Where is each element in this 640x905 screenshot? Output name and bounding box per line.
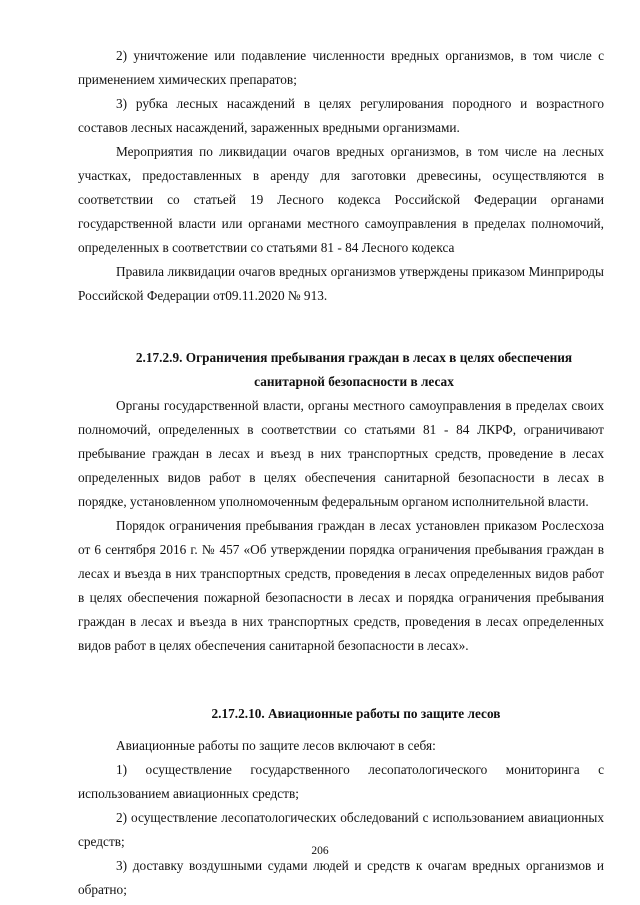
document-page [78, 44, 604, 902]
page-number: 206 [311, 845, 329, 857]
section-heading-restrictions: 2.17.2.9. Ограничения пребывания граждан в лесах в целях обеспечения санитарной безопасности в лесах [135, 350, 573, 389]
paragraph-aviation-intro: Авиационные работы по защите лесов включают в себя: [116, 738, 436, 753]
section-heading-aviation-works: 2.17.2.10. Авиационные работы по защите лесов [211, 706, 501, 721]
paragraph-elimination-rules: Правила ликвидации очагов вредных организмов утверждены приказом Минприроды Российской Федерации от09.11.2020 № 913. [78, 264, 604, 303]
paragraph-destruction-of-pests: 2) уничтожение или подавление численности вредных организмов, в том числе с применением химических препаратов; [78, 48, 604, 87]
paragraph-restriction-procedure: Порядок ограничения пребывания граждан в лесах установлен приказом Рослесхоза от 6 сентября 2016 г. № 457 «Об утверждении порядка ограничения пребывания граждан в лесах и въезда в них транспортных средств, проведения в лесах определенных видов работ в целях обеспечения пожарной безопасности в лесах и порядка ограничения пребывания граждан в лесах и въезда в них транспортных средств, проведения в лесах определенных видов работ в целях обеспечения санитарной безопасности в лесах». [78, 518, 604, 653]
paragraph-authorities-restrict: Органы государственной власти, органы местного самоуправления в пределах своих полномочий, определенных в соответствии со статьями 81 - 84 ЛКРФ, ограничивают пребывание граждан в лесах и въезд в них транспортных средств, проведение в лесах определенных видов работ в целях обеспечения санитарной безопасности в лесах в порядке, установленном уполномоченным федеральным органом исполнительной власти. [78, 398, 604, 509]
paragraph-felling: 3) рубка лесных насаждений в целях регулирования породного и возрастного составов лесных насаждений, зараженных вредными организмами. [78, 96, 604, 135]
paragraph-aviation-item-2: 2) осуществление лесопатологических обследований с использованием авиационных средств; [78, 810, 604, 849]
paragraph-aviation-item-3: 3) доставку воздушными судами людей и средств к очагам вредных организмов и обратно; [78, 858, 604, 897]
paragraph-aviation-item-1: 1) осуществление государственного лесопатологического мониторинга с использованием авиационных средств; [78, 762, 604, 801]
paragraph-pest-elimination-measures: Мероприятия по ликвидации очагов вредных организмов, в том числе на лесных участках, предоставленных в аренду для заготовки древесины, осуществляются в соответствии со статьей 19 Лесного кодекса Российской Федерации органами государственной власти или органами местного самоуправления в пределах полномочий, определенных в соответствии со статьями 81 - 84 Лесного кодекса [78, 144, 604, 255]
